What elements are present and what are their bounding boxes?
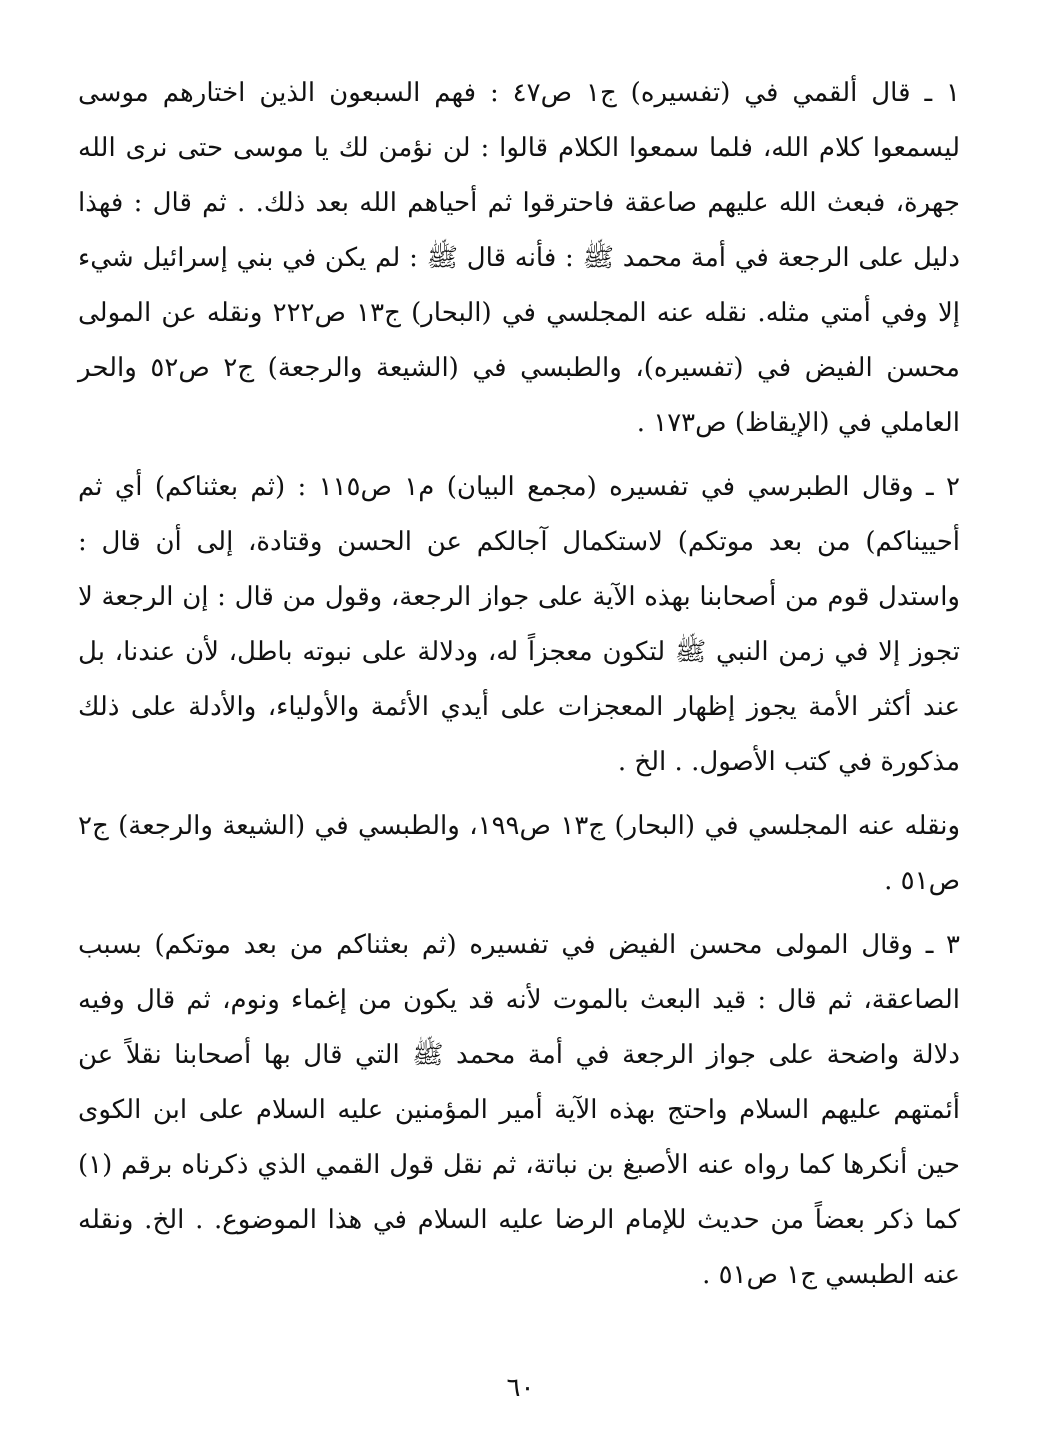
page-number: ٦٠ bbox=[506, 1373, 535, 1403]
paragraph-3: ونقله عنه المجلسي في (البحار) ج١٣ ص١٩٩، والطبسي في (الشيعة والرجعة) ج٢ ص٥١ . bbox=[78, 811, 961, 896]
page-body bbox=[78, 66, 960, 1303]
paragraph-1: ١ ـ قال ألقمي في (تفسيره) ج١ ص٤٧ : فهم السبعون الذين اختارهم موسى ليسمعوا كلام الله، فلما سمعوا الكلام قالوا : لن نؤمن لك يا موسى حتى نرى الله جهرة، فبعث الله عليهم صاعقة فاحترقوا ثم أحياهم الله بعد ذلك. . ثم قال : فهذا دليل على الرجعة في أمة محمد ﷺ : فأنه قال ﷺ : لم يكن في بني إسرائيل شيء إلا وفي أمتي مثله. نقله عنه المجلسي في (البحار) ج١٣ ص٢٢٢ ونقله عن المولى محسن الفيض في (تفسيره)، والطبسي في (الشيعة والرجعة) ج٢ ص٥٢ والحر العاملي في (الإيقاظ) ص١٧٣ . bbox=[78, 78, 961, 438]
paragraph-2: ٢ ـ وقال الطبرسي في تفسيره (مجمع البيان) م١ ص١١٥ : (ثم بعثناكم) أي ثم أحييناكم) من بعد موتكم) لاستكمال آجالكم عن الحسن وقتادة، إلى أن قال : واستدل قوم من أصحابنا بهذه الآية على جواز الرجعة، وقول من قال : إن الرجعة لا تجوز إلا في زمن النبي ﷺ لتكون معجزاً له، ودلالة على نبوته باطل، لأن عندنا، بل عند أكثر الأمة يجوز إظهار المعجزات على أيدي الأئمة والأولياء، والأدلة على ذلك مذكورة في كتب الأصول. . الخ . bbox=[78, 472, 960, 777]
paragraph-4: ٣ ـ وقال المولى محسن الفيض في تفسيره (ثم بعثناكم من بعد موتكم) بسبب الصاعقة، ثم قال : قيد البعث بالموت لأنه قد يكون من إغماء ونوم، ثم قال وفيه دلالة واضحة على جواز الرجعة في أمة محمد ﷺ التي قال بها أصحابنا نقلاً عن أئمتهم عليهم السلام واحتج بهذه الآية أمير المؤمنين عليه السلام على ابن الكوى حين أنكرها كما رواه عنه الأصبغ بن نباتة، ثم نقل قول القمي الذي ذكرناه برقم (١) كما ذكر بعضاً من حديث للإمام الرضا عليه السلام في هذا الموضوع. . الخ. ونقله عنه الطبسي ج١ ص٥١ . bbox=[78, 930, 961, 1290]
